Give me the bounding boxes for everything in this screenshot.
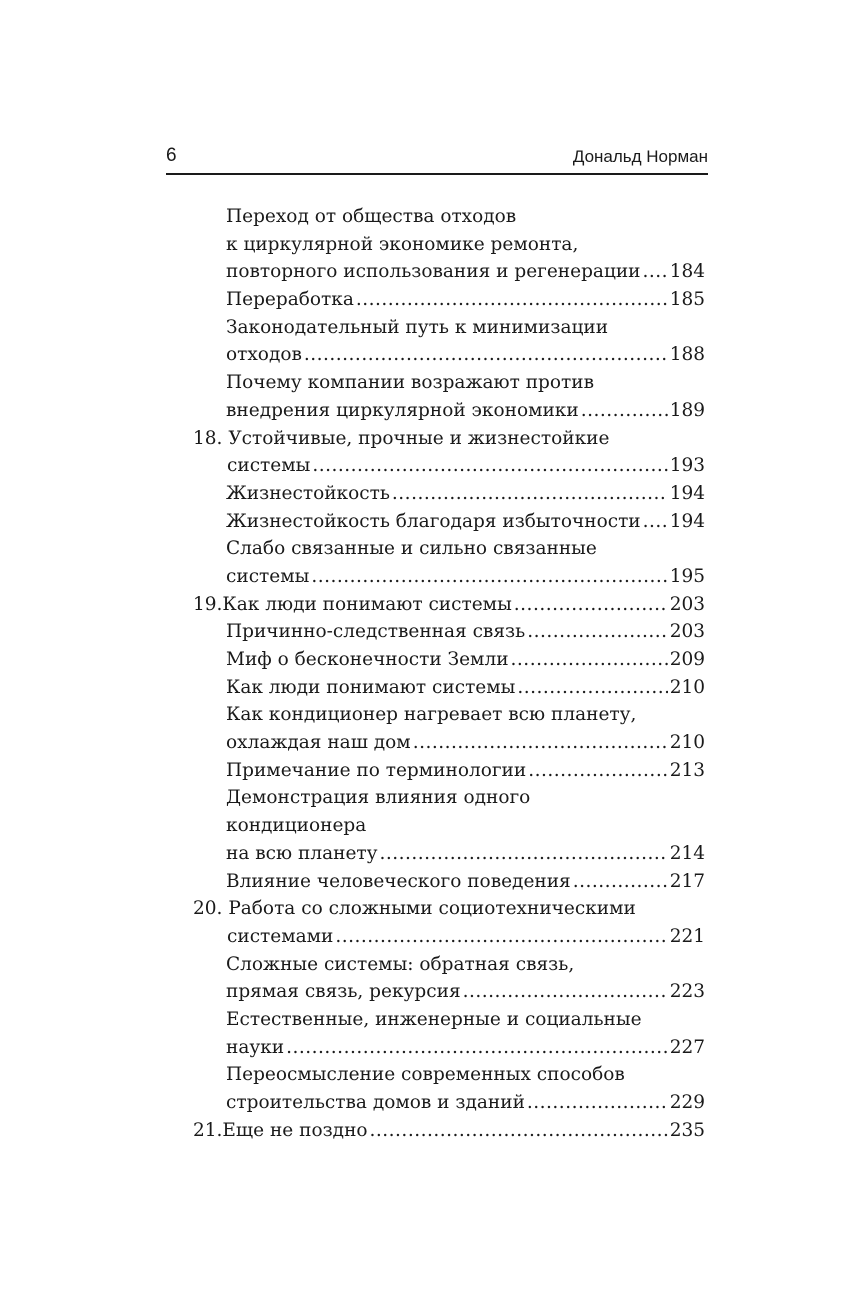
toc-entry-line xyxy=(193,812,705,840)
toc-entry xyxy=(193,701,705,756)
toc-entry-title: Примечание по терминологии xyxy=(226,759,527,781)
toc-entry xyxy=(193,286,705,314)
dot-leader xyxy=(380,840,668,868)
toc-page-number: 229 xyxy=(669,1092,705,1113)
toc-page-number: 221 xyxy=(669,925,705,947)
toc-page-number: 214 xyxy=(669,842,705,864)
toc-entry-line xyxy=(193,701,705,729)
toc-entry xyxy=(193,369,705,424)
dot-leader xyxy=(527,618,668,646)
dot-leader xyxy=(581,397,668,425)
toc-entry-line xyxy=(193,923,705,951)
toc-entry-title: Жизнестойкость благодаря избыточности xyxy=(226,510,641,532)
page-header xyxy=(166,143,708,175)
toc-entry-title: Жизнестойкость xyxy=(226,482,390,504)
toc-entry-line xyxy=(193,840,705,868)
toc-entry-title: науки xyxy=(226,1036,285,1058)
toc-entry-title: Слабо связанные и сильно связанные xyxy=(226,538,597,560)
toc-page-number: 209 xyxy=(669,649,705,670)
chapter-number: 18. xyxy=(193,427,223,449)
chapter-number: 20. xyxy=(193,898,223,920)
toc-entry xyxy=(193,895,705,950)
toc-entry-title: к циркулярной экономике ремонта, xyxy=(226,233,579,255)
toc-entry-title: Устойчивые, прочные и жизнестойкие xyxy=(228,427,610,449)
dot-leader xyxy=(370,1117,668,1145)
toc-entry-line xyxy=(193,452,705,480)
toc-page-number: 203 xyxy=(669,593,705,615)
dot-leader xyxy=(517,674,667,702)
toc-entry-title: Влияние человеческого поведения xyxy=(226,870,571,892)
toc-page-number: 223 xyxy=(669,981,705,1003)
toc-entry xyxy=(193,508,705,536)
toc-page-number: 213 xyxy=(669,759,705,781)
dot-leader xyxy=(392,480,668,508)
toc-entry-title: охлаждая наш дом xyxy=(226,732,411,754)
toc-entry-line xyxy=(193,618,705,646)
toc-entry-line xyxy=(193,591,705,619)
toc-entry xyxy=(193,618,705,646)
toc-entry-title: Миф о бесконечности Земли xyxy=(226,649,509,670)
toc-page-number: 184 xyxy=(669,261,705,283)
dot-leader xyxy=(528,757,667,785)
dot-leader xyxy=(643,508,668,536)
toc-entry-line xyxy=(193,1089,705,1117)
toc-entry-line xyxy=(193,341,705,369)
running-title: Дональд Норман xyxy=(572,147,708,166)
toc-entry-title: Еще не поздно xyxy=(222,1119,368,1141)
toc-page-number: 194 xyxy=(669,510,705,532)
toc-entry-line xyxy=(193,425,705,453)
dot-leader xyxy=(356,286,668,314)
toc-page-number: 217 xyxy=(669,870,705,892)
toc-entry-line xyxy=(193,397,705,425)
toc-entry-title: отходов xyxy=(226,344,302,366)
toc-entry-line xyxy=(193,1034,705,1062)
toc-entry-title: Почему компании возражают против xyxy=(226,372,595,394)
toc-entry xyxy=(193,314,705,369)
toc-entry-line xyxy=(193,674,705,702)
toc-page-number: 188 xyxy=(669,344,705,366)
dot-leader xyxy=(511,646,668,674)
toc-entry xyxy=(193,646,705,674)
toc-entry-title: внедрения циркулярной экономики xyxy=(226,399,579,421)
toc-entry-line xyxy=(193,646,705,674)
toc-entry-title: прямая связь, рекурсия xyxy=(226,981,461,1003)
chapter-number: 21. xyxy=(193,1119,223,1141)
dot-leader xyxy=(413,729,668,757)
toc-page-number: 203 xyxy=(669,621,705,643)
toc-entry-line xyxy=(193,1006,705,1034)
toc-entry-line xyxy=(193,480,705,508)
toc-page-number: 194 xyxy=(669,482,705,504)
toc-entry-line xyxy=(193,951,705,979)
toc-entry-line xyxy=(193,535,705,563)
toc-entry-title: Переработка xyxy=(226,289,354,311)
dot-leader xyxy=(527,1089,668,1117)
page-number: 6 xyxy=(166,145,177,166)
toc-entry-line xyxy=(193,1117,705,1145)
toc-page-number: 193 xyxy=(669,455,705,477)
toc-page-number: 185 xyxy=(669,289,705,311)
toc-entry xyxy=(193,535,705,590)
toc-entry-title: Демонстрация влияния одного xyxy=(226,787,531,809)
toc-entry xyxy=(193,868,705,896)
toc-entry-line xyxy=(193,1061,705,1089)
dot-leader xyxy=(514,591,668,619)
toc-page-number: 195 xyxy=(669,565,705,587)
toc-entry-line xyxy=(193,203,705,231)
toc-entry-line xyxy=(193,286,705,314)
toc-entry-title: повторного использования и регенерации xyxy=(226,261,641,283)
dot-leader xyxy=(463,978,668,1006)
dot-leader xyxy=(573,868,668,896)
toc-entry-line xyxy=(193,729,705,757)
toc-entry-title: Причинно-следственная связь xyxy=(226,621,526,643)
toc-entry-title: Как люди понимают системы xyxy=(226,676,516,698)
toc-entry-title: системы xyxy=(226,565,310,587)
toc-entry xyxy=(193,1006,705,1061)
toc-entry-title: Законодательный путь к минимизации xyxy=(226,316,609,338)
toc-entry xyxy=(193,1117,705,1145)
toc-entry-line xyxy=(193,757,705,785)
toc-entry-line xyxy=(193,314,705,342)
toc-page-number: 227 xyxy=(669,1036,705,1058)
dot-leader xyxy=(335,923,667,951)
toc-entry xyxy=(193,951,705,1006)
toc-entry-title: Работа со сложными социотехническими xyxy=(228,898,636,920)
toc-entry-title: Сложные системы: обратная связь, xyxy=(226,953,575,975)
toc-entry-title: Как люди понимают системы xyxy=(222,593,512,615)
toc-entry xyxy=(193,591,705,619)
toc-entry-title: строительства домов и зданий xyxy=(226,1092,525,1113)
toc-entry-title: Как кондиционер нагревает всю планету, xyxy=(226,704,637,726)
toc-entry xyxy=(193,674,705,702)
toc-page-number: 210 xyxy=(669,676,705,698)
toc-entry-title: на всю планету xyxy=(226,842,378,864)
toc-entry-line xyxy=(193,231,705,259)
toc-entry-line xyxy=(193,369,705,397)
toc-entry-line xyxy=(193,784,705,812)
dot-leader xyxy=(311,563,667,591)
toc-entry-line xyxy=(193,258,705,286)
toc-entry xyxy=(193,480,705,508)
toc-entry xyxy=(193,784,705,867)
toc-page-number: 189 xyxy=(669,399,705,421)
toc-entry xyxy=(193,757,705,785)
toc-entry-title: системами xyxy=(227,925,334,947)
chapter-number: 19. xyxy=(193,593,223,615)
dot-leader xyxy=(304,341,668,369)
toc-entry-title: Переход от общества отходов xyxy=(226,206,517,227)
toc-entry xyxy=(193,203,705,286)
toc-entry-line xyxy=(193,895,705,923)
toc-entry-line xyxy=(193,978,705,1006)
dot-leader xyxy=(286,1034,668,1062)
toc-entry-title: системы xyxy=(227,455,311,477)
dot-leader xyxy=(312,452,667,480)
toc-page-number: 235 xyxy=(669,1119,705,1141)
toc-entry-title: Переосмысление современных способов xyxy=(226,1064,625,1086)
toc-entry-line xyxy=(193,563,705,591)
toc-page-number: 210 xyxy=(669,732,705,754)
toc-entry xyxy=(193,1061,705,1116)
toc-entry-title: кондиционера xyxy=(226,815,367,837)
toc-entry-line xyxy=(193,868,705,896)
toc-entry xyxy=(193,425,705,480)
dot-leader xyxy=(643,258,668,286)
toc-entry-title: Естественные, инженерные и социальные xyxy=(226,1008,642,1030)
table-of-contents xyxy=(193,203,705,1144)
toc-entry-line xyxy=(193,508,705,536)
